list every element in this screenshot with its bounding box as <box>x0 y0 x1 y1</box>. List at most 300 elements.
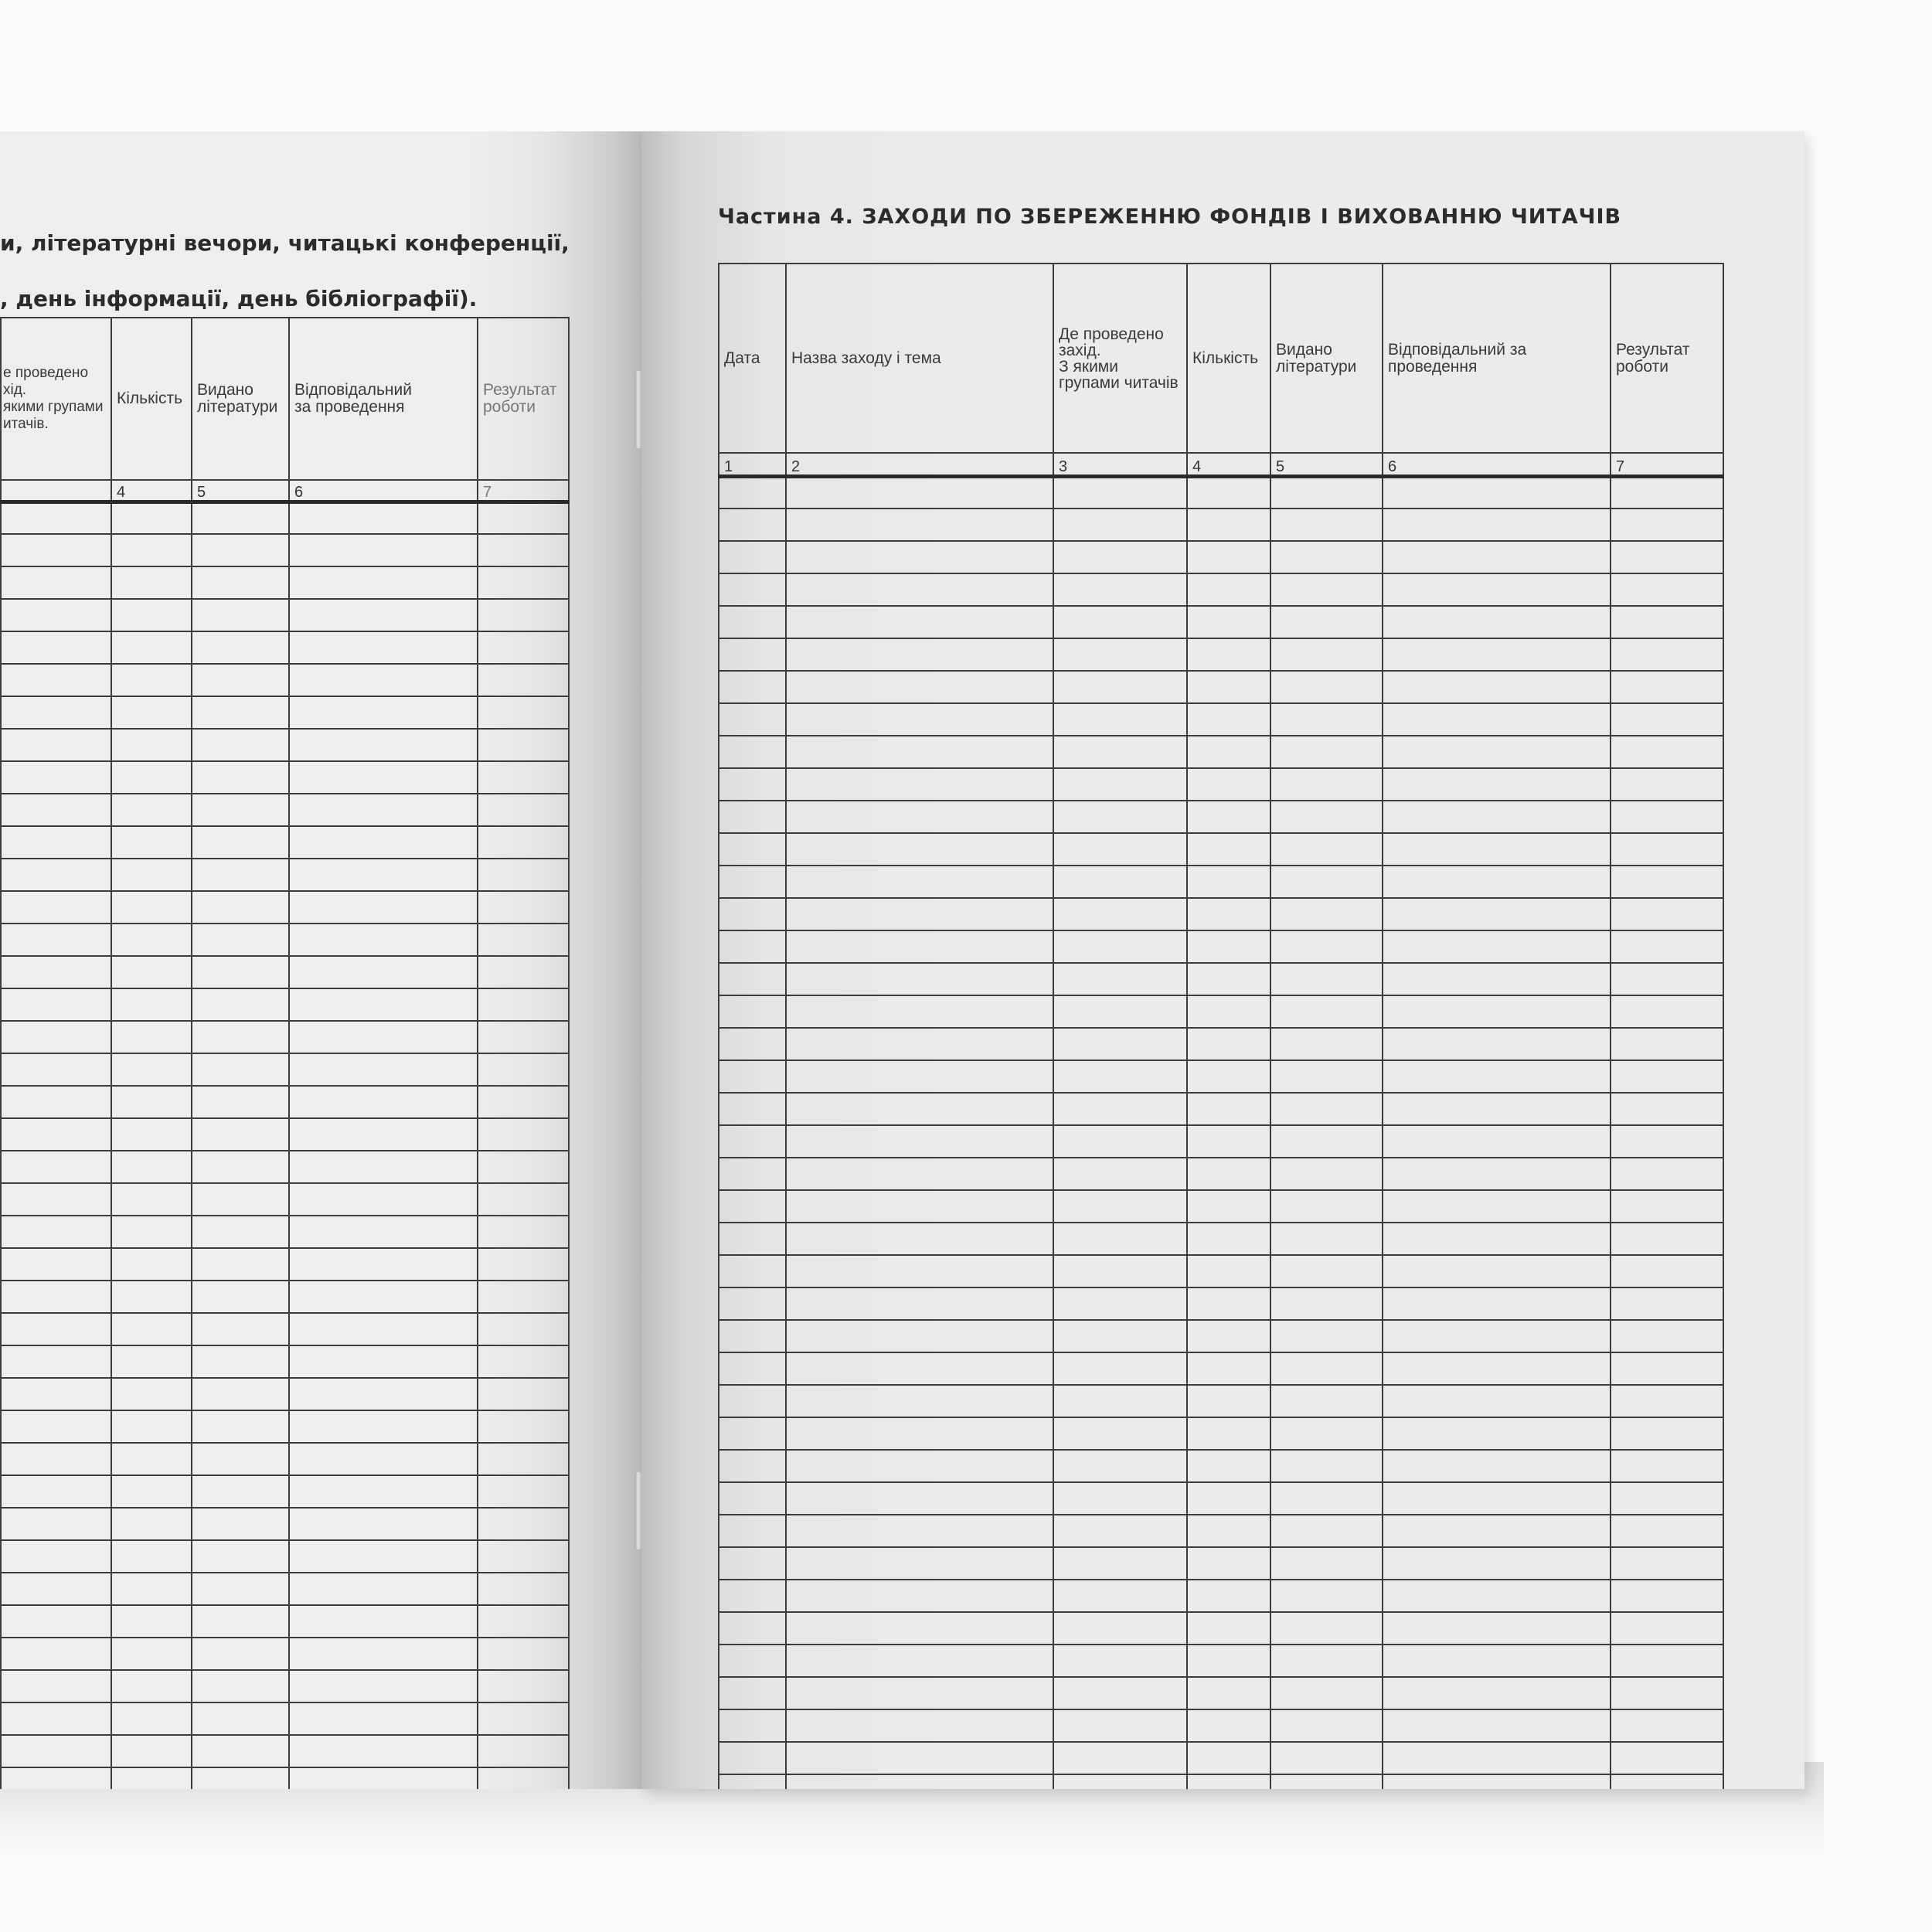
right-blank-cell <box>1053 1774 1187 1789</box>
left-blank-cell <box>1 1605 111 1638</box>
left-blank-cell <box>1 1151 111 1183</box>
left-blank-cell <box>111 1118 192 1151</box>
left-blank-cell <box>111 794 192 826</box>
right-blank-cell <box>719 1742 786 1774</box>
right-blank-cell <box>1270 1385 1383 1417</box>
right-blank-cell <box>1611 509 1723 541</box>
right-blank-cell <box>1383 1125 1611 1158</box>
right-blank-cell <box>719 606 786 638</box>
right-blank-cell <box>1270 703 1383 736</box>
right-blank-cell <box>719 671 786 703</box>
right-blank-cell <box>1611 768 1723 801</box>
right-blank-cell <box>1187 1709 1270 1742</box>
right-blank-cell <box>1383 833 1611 866</box>
right-blank-cell <box>786 1093 1053 1125</box>
left-blank-row <box>0 1021 569 1053</box>
right-blank-cell <box>1053 736 1187 768</box>
right-blank-cell <box>1053 1742 1187 1774</box>
left-blank-cell <box>192 631 289 664</box>
right-blank-cell <box>1383 476 1611 509</box>
right-blank-cell <box>1187 736 1270 768</box>
right-blank-cell <box>1383 1093 1611 1125</box>
right-blank-cell <box>1053 1482 1187 1515</box>
left-blank-cell <box>192 1540 289 1573</box>
left-blank-cell <box>111 1767 192 1789</box>
left-blank-cell <box>111 826 192 859</box>
right-blank-cell <box>1187 1677 1270 1709</box>
left-blank-cell <box>289 1378 478 1410</box>
left-blank-cell <box>1 1378 111 1410</box>
right-blank-cell <box>1053 1093 1187 1125</box>
left-blank-cell <box>1 988 111 1021</box>
right-blank-cell <box>719 1515 786 1547</box>
right-blank-cell <box>719 1677 786 1709</box>
left-blank-cell <box>111 664 192 696</box>
right-blank-cell <box>1187 930 1270 963</box>
left-blank-cell <box>478 1248 569 1281</box>
left-blank-cell <box>111 1281 192 1313</box>
right-blank-cell <box>1611 1742 1723 1774</box>
left-blank-cell <box>192 566 289 599</box>
left-blank-cell <box>111 1702 192 1735</box>
left-blank-cell <box>478 1053 569 1086</box>
right-blank-row <box>719 1774 1723 1789</box>
right-blank-cell <box>786 541 1053 573</box>
right-blank-cell <box>786 703 1053 736</box>
right-blank-cell <box>1270 1093 1383 1125</box>
left-blank-cell <box>192 664 289 696</box>
right-blank-cell <box>1270 1482 1383 1515</box>
right-blank-row <box>719 1645 1723 1677</box>
left-blank-cell <box>111 1638 192 1670</box>
right-blank-cell <box>1053 833 1187 866</box>
right-blank-cell <box>1053 1580 1187 1612</box>
right-blank-cell <box>1383 1028 1611 1060</box>
left-blank-cell <box>289 631 478 664</box>
right-blank-cell <box>1383 1287 1611 1320</box>
left-blank-row <box>0 1216 569 1248</box>
left-blank-row <box>0 859 569 891</box>
right-blank-cell <box>719 1028 786 1060</box>
right-blank-cell <box>1053 1645 1187 1677</box>
right-blank-cell <box>1270 963 1383 995</box>
right-blank-cell <box>1053 703 1187 736</box>
left-blank-cell <box>478 1573 569 1605</box>
left-blank-cell <box>1 1475 111 1508</box>
right-blank-cell <box>719 1255 786 1287</box>
right-blank-cell <box>1383 1677 1611 1709</box>
left-blank-cell <box>478 826 569 859</box>
right-blank-row <box>719 638 1723 671</box>
left-blank-row <box>0 1410 569 1443</box>
right-blank-cell <box>1611 1677 1723 1709</box>
right-blank-cell <box>1611 1028 1723 1060</box>
right-blank-cell <box>1611 1482 1723 1515</box>
right-blank-cell <box>786 736 1053 768</box>
left-blank-cell <box>289 1248 478 1281</box>
left-blank-cell <box>478 534 569 566</box>
right-blank-cell <box>719 736 786 768</box>
right-blank-cell <box>1187 1482 1270 1515</box>
left-blank-cell <box>289 794 478 826</box>
left-blank-row <box>0 534 569 566</box>
left-blank-cell <box>1 1183 111 1216</box>
right-blank-cell <box>1053 671 1187 703</box>
right-blank-cell <box>1187 963 1270 995</box>
right-blank-cell <box>1270 768 1383 801</box>
right-blank-cell <box>1270 1255 1383 1287</box>
left-blank-cell <box>1 502 111 534</box>
header-literature: Видано літератури <box>1270 264 1383 453</box>
right-blank-cell <box>1187 509 1270 541</box>
right-blank-cell <box>1270 1158 1383 1190</box>
left-blank-cell <box>111 1248 192 1281</box>
right-blank-cell <box>786 509 1053 541</box>
left-blank-cell <box>289 923 478 956</box>
left-col-number-7: 7 <box>478 480 569 502</box>
right-blank-row <box>719 1612 1723 1645</box>
left-header-literature: Видано літератури <box>192 318 289 480</box>
right-blank-row <box>719 1060 1723 1093</box>
right-blank-cell <box>1187 1547 1270 1580</box>
right-blank-cell <box>1053 963 1187 995</box>
right-blank-cell <box>719 638 786 671</box>
right-blank-cell <box>719 1547 786 1580</box>
right-blank-cell <box>1383 1580 1611 1612</box>
left-blank-cell <box>289 1345 478 1378</box>
right-blank-row <box>719 1320 1723 1352</box>
right-blank-cell <box>1270 1190 1383 1223</box>
right-blank-cell <box>786 1450 1053 1482</box>
left-blank-cell <box>111 1378 192 1410</box>
left-blank-cell <box>1 1248 111 1281</box>
left-blank-cell <box>289 1281 478 1313</box>
left-blank-cell <box>1 1053 111 1086</box>
left-blank-cell <box>111 1216 192 1248</box>
right-blank-cell <box>1187 1580 1270 1612</box>
left-blank-cell <box>478 1767 569 1789</box>
left-blank-cell <box>192 1605 289 1638</box>
left-blank-cell <box>1 1410 111 1443</box>
right-blank-cell <box>786 1223 1053 1255</box>
right-blank-cell <box>1270 1417 1383 1450</box>
right-blank-cell <box>786 671 1053 703</box>
right-blank-cell <box>1053 995 1187 1028</box>
left-blank-cell <box>1 923 111 956</box>
right-blank-row <box>719 1190 1723 1223</box>
right-blank-cell <box>1611 1709 1723 1742</box>
left-blank-cell <box>478 1605 569 1638</box>
left-blank-cell <box>478 891 569 923</box>
header-date: Дата <box>719 264 786 453</box>
right-blank-cell <box>719 1287 786 1320</box>
left-blank-cell <box>289 1021 478 1053</box>
right-blank-cell <box>1270 995 1383 1028</box>
left-blank-cell <box>192 1118 289 1151</box>
right-blank-cell <box>1270 736 1383 768</box>
left-blank-cell <box>1 1767 111 1789</box>
left-blank-cell <box>289 1702 478 1735</box>
left-blank-cell <box>111 696 192 729</box>
right-blank-cell <box>1383 1612 1611 1645</box>
left-blank-row <box>0 1313 569 1345</box>
left-journal-table <box>0 317 570 1789</box>
left-blank-cell <box>289 1767 478 1789</box>
right-blank-cell <box>1383 1158 1611 1190</box>
left-blank-cell <box>478 566 569 599</box>
right-blank-cell <box>719 1709 786 1742</box>
left-blank-row <box>0 826 569 859</box>
right-blank-cell <box>1053 1385 1187 1417</box>
left-blank-row <box>0 1735 569 1767</box>
right-blank-cell <box>1270 1612 1383 1645</box>
left-blank-cell <box>1 1540 111 1573</box>
left-blank-row <box>0 1151 569 1183</box>
left-blank-row <box>0 956 569 988</box>
right-blank-cell <box>1187 768 1270 801</box>
col-number-2: 2 <box>786 453 1053 476</box>
left-blank-cell <box>111 956 192 988</box>
left-blank-cell <box>478 1281 569 1313</box>
left-blank-cell <box>192 794 289 826</box>
right-blank-cell <box>786 1158 1053 1190</box>
left-blank-cell <box>478 1670 569 1702</box>
left-blank-cell <box>478 1443 569 1475</box>
left-blank-cell <box>192 1670 289 1702</box>
right-blank-cell <box>1383 995 1611 1028</box>
right-blank-cell <box>1187 703 1270 736</box>
right-blank-cell <box>786 573 1053 606</box>
right-blank-cell <box>786 1320 1053 1352</box>
right-blank-cell <box>1270 1352 1383 1385</box>
right-blank-cell <box>786 963 1053 995</box>
right-blank-cell <box>1187 1645 1270 1677</box>
right-blank-cell <box>1383 1223 1611 1255</box>
right-blank-row <box>719 1352 1723 1385</box>
left-blank-cell <box>192 1410 289 1443</box>
left-blank-cell <box>289 1540 478 1573</box>
left-blank-cell <box>192 502 289 534</box>
col-number-3: 3 <box>1053 453 1187 476</box>
right-blank-cell <box>1611 801 1723 833</box>
left-blank-cell <box>111 1410 192 1443</box>
right-blank-cell <box>1187 1450 1270 1482</box>
right-blank-cell <box>1383 1709 1611 1742</box>
right-blank-cell <box>1383 1742 1611 1774</box>
right-blank-cell <box>1187 1158 1270 1190</box>
left-blank-cell <box>111 502 192 534</box>
left-blank-cell <box>192 1735 289 1767</box>
left-blank-cell <box>111 1053 192 1086</box>
left-blank-cell <box>478 988 569 1021</box>
left-blank-cell <box>192 1767 289 1789</box>
left-blank-cell <box>289 1151 478 1183</box>
left-blank-cell <box>192 1638 289 1670</box>
left-blank-cell <box>478 1410 569 1443</box>
left-blank-cell <box>111 729 192 761</box>
right-blank-cell <box>786 866 1053 898</box>
right-blank-row <box>719 995 1723 1028</box>
right-blank-cell <box>719 703 786 736</box>
right-blank-cell <box>1187 1190 1270 1223</box>
right-blank-cell <box>1053 1677 1187 1709</box>
left-blank-cell <box>478 1702 569 1735</box>
left-blank-cell <box>111 988 192 1021</box>
right-blank-cell <box>1187 1385 1270 1417</box>
left-blank-cell <box>111 1443 192 1475</box>
left-blank-cell <box>1 534 111 566</box>
right-blank-cell <box>719 1223 786 1255</box>
right-blank-cell <box>1187 1320 1270 1352</box>
right-blank-cell <box>1053 1287 1187 1320</box>
right-blank-cell <box>719 1417 786 1450</box>
right-blank-cell <box>1383 930 1611 963</box>
left-blank-row <box>0 1540 569 1573</box>
right-blank-row <box>719 1385 1723 1417</box>
right-blank-cell <box>1611 1645 1723 1677</box>
left-blank-cell <box>111 1021 192 1053</box>
right-blank-row <box>719 1417 1723 1450</box>
left-blank-cell <box>478 1086 569 1118</box>
right-blank-cell <box>1611 1612 1723 1645</box>
left-blank-cell <box>289 1410 478 1443</box>
right-blank-cell <box>1187 573 1270 606</box>
right-blank-cell <box>1053 768 1187 801</box>
left-blank-cell <box>192 1345 289 1378</box>
right-blank-cell <box>1053 1255 1187 1287</box>
right-blank-cell <box>1187 1093 1270 1125</box>
left-blank-cell <box>192 1216 289 1248</box>
left-blank-cell <box>192 1086 289 1118</box>
left-blank-cell <box>289 1573 478 1605</box>
left-header-count: Кількість <box>111 318 192 480</box>
right-blank-cell <box>719 995 786 1028</box>
left-blank-row <box>0 1605 569 1638</box>
right-blank-cell <box>1053 1223 1187 1255</box>
right-page-heading: Частина 4. ЗАХОДИ ПО ЗБЕРЕЖЕННЮ ФОНДІВ І ВИХОВАННЮ ЧИТАЧІВ <box>718 205 1622 229</box>
left-blank-row <box>0 1443 569 1475</box>
header-result: Результат роботи <box>1611 264 1723 453</box>
left-blank-row <box>0 1702 569 1735</box>
right-blank-cell <box>1611 995 1723 1028</box>
header-place-groups: Де проведено захід. З якими групами читачів <box>1053 264 1187 453</box>
right-blank-cell <box>786 1190 1053 1223</box>
right-blank-cell <box>1270 1125 1383 1158</box>
left-blank-cell <box>289 599 478 631</box>
left-blank-cell <box>1 1508 111 1540</box>
right-blank-cell <box>1053 1158 1187 1190</box>
right-blank-cell <box>1611 1547 1723 1580</box>
left-blank-cell <box>111 923 192 956</box>
left-heading-line-2: , день інформації, день бібліографії). <box>0 286 478 311</box>
left-blank-cell <box>192 1475 289 1508</box>
left-blank-cell <box>111 859 192 891</box>
right-blank-cell <box>719 1125 786 1158</box>
right-blank-cell <box>1053 1125 1187 1158</box>
left-blank-cell <box>192 891 289 923</box>
right-blank-cell <box>719 1158 786 1190</box>
col-number-5: 5 <box>1270 453 1383 476</box>
right-blank-cell <box>1611 963 1723 995</box>
left-blank-cell <box>478 761 569 794</box>
right-blank-row <box>719 1580 1723 1612</box>
left-blank-row <box>0 1638 569 1670</box>
right-blank-cell <box>786 1774 1053 1789</box>
left-blank-cell <box>289 1053 478 1086</box>
right-blank-cell <box>1270 1223 1383 1255</box>
left-blank-cell <box>478 599 569 631</box>
left-blank-cell <box>289 1086 478 1118</box>
left-table-header-row <box>0 318 569 480</box>
left-blank-cell <box>289 1216 478 1248</box>
right-blank-cell <box>719 541 786 573</box>
left-blank-cell <box>478 923 569 956</box>
right-blank-cell <box>1270 801 1383 833</box>
right-blank-cell <box>1053 1547 1187 1580</box>
right-blank-cell <box>719 1060 786 1093</box>
right-blank-cell <box>1383 573 1611 606</box>
right-blank-cell <box>1053 1320 1187 1352</box>
right-blank-cell <box>1383 1482 1611 1515</box>
left-blank-cell <box>478 1735 569 1767</box>
right-blank-cell <box>786 1580 1053 1612</box>
right-blank-cell <box>1383 671 1611 703</box>
left-blank-cell <box>478 1118 569 1151</box>
col-number-7: 7 <box>1611 453 1723 476</box>
left-blank-cell <box>192 826 289 859</box>
left-blank-row <box>0 1248 569 1281</box>
right-blank-cell <box>1053 1028 1187 1060</box>
right-blank-cell <box>1053 606 1187 638</box>
right-blank-cell <box>1611 736 1723 768</box>
left-header-place: е проведено хід. якими групами итачів. <box>1 318 111 480</box>
right-blank-cell <box>719 1093 786 1125</box>
left-blank-row <box>0 923 569 956</box>
right-blank-cell <box>1611 1450 1723 1482</box>
right-blank-cell <box>719 768 786 801</box>
left-blank-cell <box>289 664 478 696</box>
right-blank-cell <box>1383 1190 1611 1223</box>
left-blank-cell <box>478 1151 569 1183</box>
right-blank-cell <box>1270 1320 1383 1352</box>
right-blank-cell <box>1611 1190 1723 1223</box>
left-blank-cell <box>111 1540 192 1573</box>
left-blank-cell <box>111 1605 192 1638</box>
left-blank-cell <box>1 794 111 826</box>
right-blank-cell <box>719 963 786 995</box>
left-blank-cell <box>478 696 569 729</box>
left-blank-cell <box>289 1508 478 1540</box>
left-blank-cell <box>192 1443 289 1475</box>
right-blank-cell <box>719 1352 786 1385</box>
right-blank-cell <box>1611 930 1723 963</box>
left-blank-cell <box>1 1702 111 1735</box>
left-blank-cell <box>111 1086 192 1118</box>
left-blank-cell <box>478 1475 569 1508</box>
left-blank-row <box>0 1767 569 1789</box>
left-blank-cell <box>111 761 192 794</box>
right-blank-cell <box>719 1385 786 1417</box>
right-blank-cell <box>1053 541 1187 573</box>
left-blank-cell <box>478 729 569 761</box>
left-blank-cell <box>192 988 289 1021</box>
left-blank-cell <box>1 664 111 696</box>
left-blank-row <box>0 1281 569 1313</box>
right-blank-row <box>719 509 1723 541</box>
right-blank-cell <box>1611 1158 1723 1190</box>
right-blank-cell <box>1383 1060 1611 1093</box>
right-blank-cell <box>786 1742 1053 1774</box>
